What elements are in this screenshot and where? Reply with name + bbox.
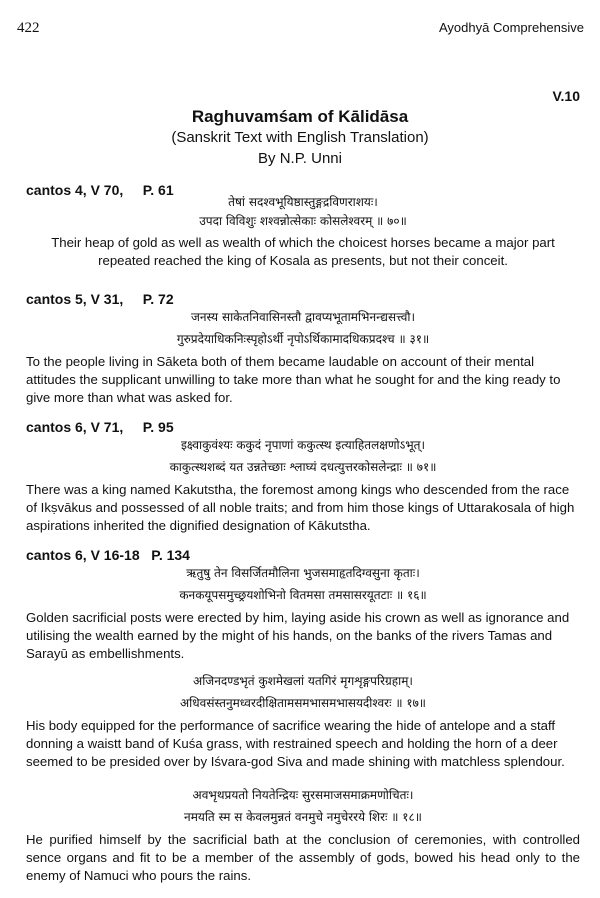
canto-reference: cantos 6, V 16-18 P. 134 [26,547,190,563]
verse-section [26,546,580,663]
verse-section [26,290,580,407]
sanskrit-line: नमयति स्म स केवलमुन्नतं वनमुचे नमुचेररये शिरः ॥ १८॥ [184,810,422,824]
canto-reference: cantos 6, V 71, P. 95 [26,419,174,435]
sanskrit-line: अवभृथप्रयतो नियतेन्द्रियः सुरसमाजसमाक्रमणोचितः। [192,788,414,802]
book-subtitle: (Sanskrit Text with English Translation) [171,129,429,146]
canto-reference: cantos 5, V 31, P. 72 [26,291,174,307]
book-title: Raghuvamśam of Kālidāsa [191,107,409,126]
verse-section [26,418,580,535]
sanskrit-line: काकुत्स्थशब्दं यत उन्नतेच्छाः श्लाघ्यं दधत्युत्तरकोसलेन्द्राः ॥ ७१॥ [169,460,437,474]
translation-text: Their heap of gold as well as wealth of which the choicest horses became a major part repeated reached the king of Kosala as presents, but not their conceit. [51,235,555,268]
sanskrit-line: इक्ष्वाकुवंश्यः ककुदं नृपाणां ककुत्स्थ इत्याहितलक्षणोऽभूत्। [180,438,426,452]
translation-text: His body equipped for the performance of sacrifice wearing the hide of antelope and a staff donning a waistt band of Kuśa grass, with restrained speech and holding the horn of a deer seemed to be presided over by Iśvara-god Siva and made shining with matchless splendour. [26,718,565,769]
sanskrit-line: कनकयूपसमुच्छ्रयशोभिनो वितमसा तमसासरयूतटाः ॥ १६॥ [179,588,427,602]
book-author: By N.P. Unni [258,150,342,167]
verse-section [26,672,580,771]
volume-label: V.10 [552,88,580,104]
sanskrit-line: गुरुप्रदेयाधिकनिःस्पृहोऽर्थी नृपोऽर्थिकामादधिकप्रदश्च ॥ ३१॥ [176,332,430,346]
sanskrit-line: ऋतुषु तेन विसर्जितमौलिना भुजसमाहृतदिग्वसुना कृताः। [186,566,420,580]
sanskrit-line: तेषां सदश्वभूयिष्ठास्तुङ्गद्रविणराशयः। [228,195,378,209]
verse-section [26,181,580,270]
title-block [0,106,600,169]
verse-section [26,786,580,885]
translation-text: To the people living in Sāketa both of them became laudable on account of their mental attitudes the supplicant unwilling to take more than what he sought for and the king ready to give more than what was asked for. [26,354,561,405]
running-header: Ayodhyā Comprehensive [438,20,584,35]
canto-reference: cantos 4, V 70, P. 61 [26,182,174,198]
sanskrit-line: अजिनदण्डभृतं कुशमेखलां यतगिरं मृगशृङ्गपरिग्रहाम्। [193,674,413,688]
sanskrit-line: अधिवसंस्तनुमध्वरदीक्षितामसमभासमभासयदीश्वरः ॥ १७॥ [180,696,426,710]
sanskrit-line: उपदा विविशुः शश्वन्नोत्सेकाः कोसलेश्वरम् ॥ ७०॥ [199,214,407,228]
translation-text: There was a king named Kakutstha, the foremost among kings who descended from the race of Ikṣvākus and possessed of all noble traits; and from him those kings of Uttarakosala of high aspirations inherited the dignified designation of Kākutstha. [26,482,575,533]
page-number: 422 [17,20,40,36]
translation-text: He purified himself by the sacrificial bath at the conclusion of ceremonies, with controlled sence organs and fit to be a member of the assembly of gods, bowed his head only to the enemy of Namuci who pours the rains. [26,832,580,883]
sanskrit-line: जनस्य साकेतनिवासिनस्तौ द्वावप्यभूतामभिनन्द्यसत्त्वौ। [190,310,416,324]
translation-text: Golden sacrificial posts were erected by him, laying aside his crown as well as ignorance and utilising the wealth earned by the might of his hands, on the banks of the rivers Tamas and Sarayū as embellishments. [26,610,570,661]
